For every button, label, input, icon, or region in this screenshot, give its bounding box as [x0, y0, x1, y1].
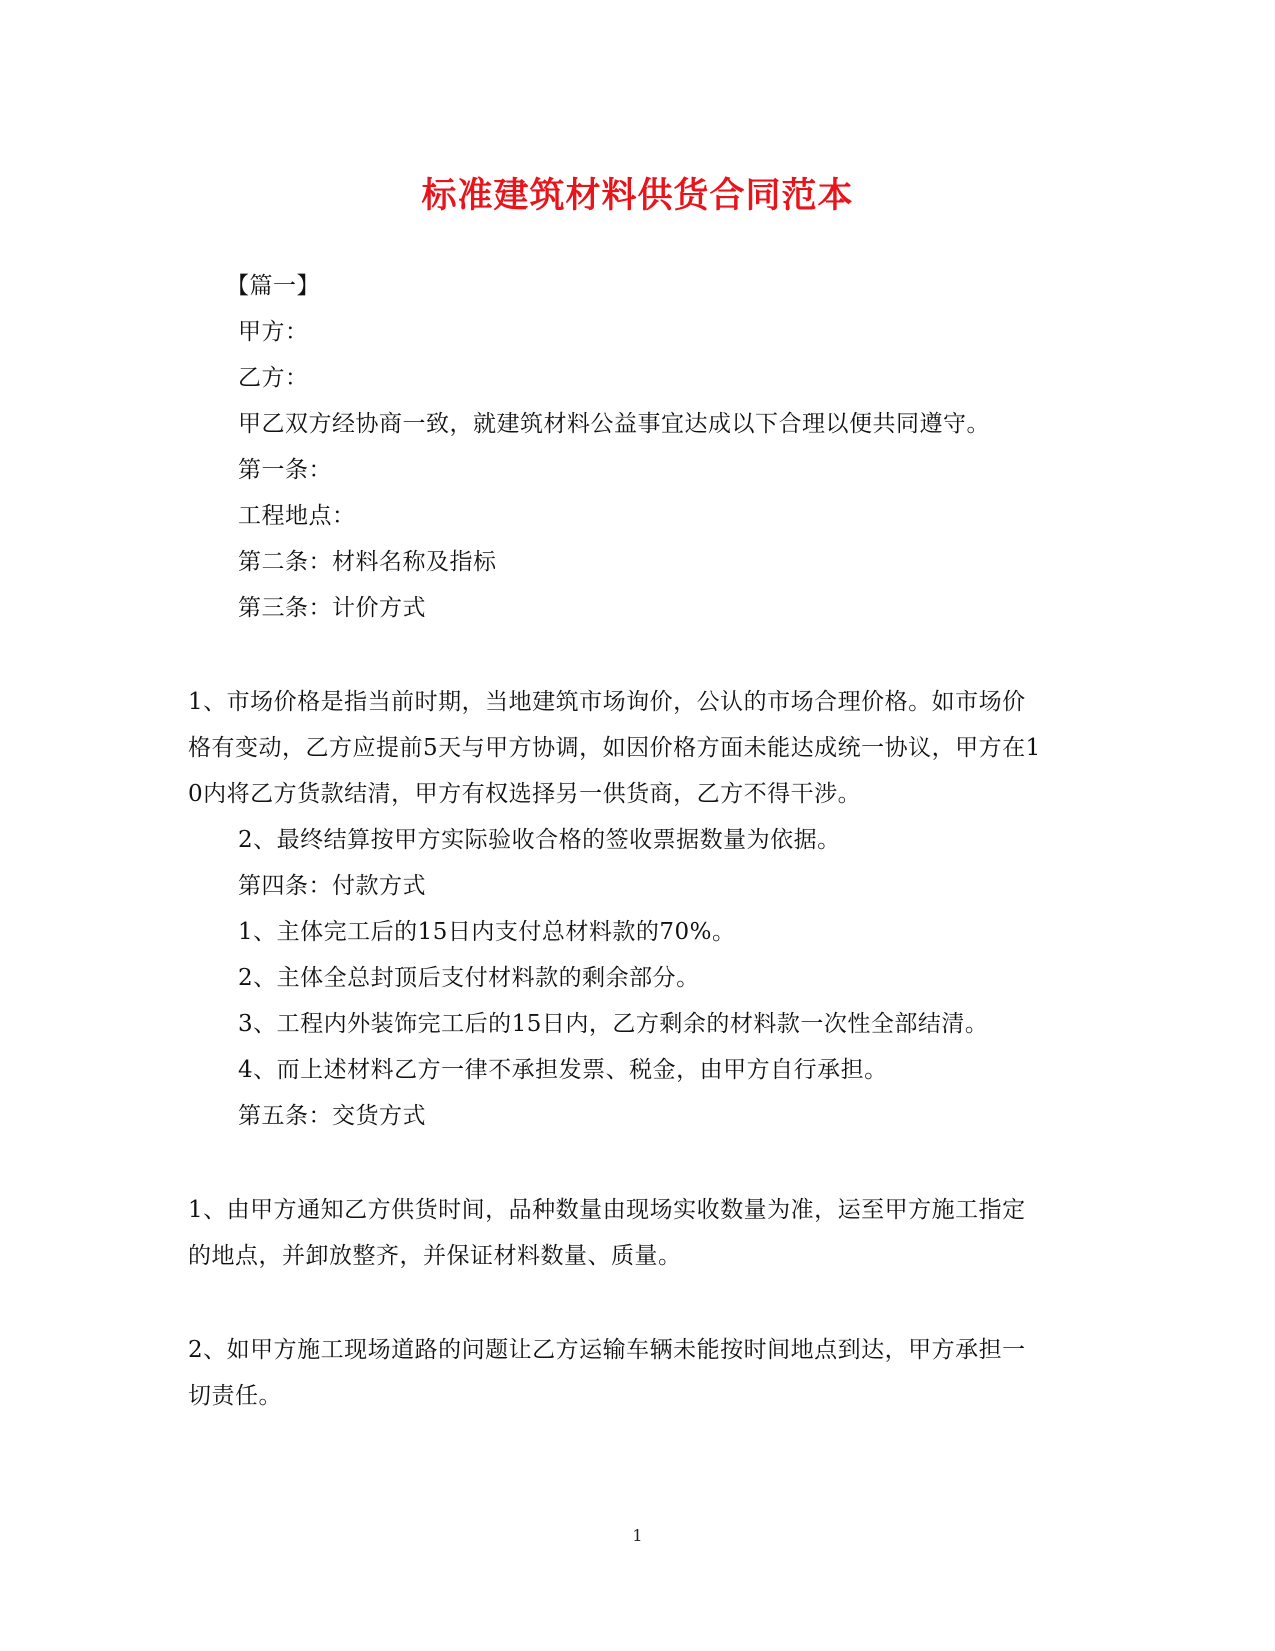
paragraph-line: 切责任。 [188, 1383, 282, 1409]
article-2-heading: 第二条：材料名称及指标 [238, 549, 497, 575]
paragraph-line: 2、主体全总封顶后支付材料款的剩余部分。 [238, 965, 700, 991]
article-5-heading: 第五条：交货方式 [238, 1103, 426, 1129]
paragraph-line: 格有变动，乙方应提前5天与甲方协调，如因价格方面未能达成统一协议，甲方在1 [188, 735, 1041, 761]
project-location-line: 工程地点： [238, 503, 356, 529]
party-a-line: 甲方： [238, 319, 309, 345]
preamble-line: 甲乙双方经协商一致，就建筑材料公益事宜达成以下合理以便共同遵守。 [238, 411, 990, 437]
paragraph-line: 4、而上述材料乙方一律不承担发票、税金，由甲方自行承担。 [238, 1057, 888, 1083]
paragraph-line: 3、工程内外装饰完工后的15日内，乙方剩余的材料款一次性全部结清。 [238, 1011, 989, 1037]
paragraph-line: 1、由甲方通知乙方供货时间，品种数量由现场实收数量为准，运至甲方施工指定 [188, 1197, 1026, 1223]
section-heading: 【篇一】 [226, 273, 320, 299]
article-4-heading: 第四条：付款方式 [238, 873, 426, 899]
paragraph-line: 1、市场价格是指当前时期，当地建筑市场询价，公认的市场合理价格。如市场价 [188, 689, 1026, 715]
party-b-line: 乙方： [238, 365, 309, 391]
paragraph-line: 0内将乙方货款结清，甲方有权选择另一供货商，乙方不得干涉。 [188, 781, 862, 807]
page-number: 1 [632, 1526, 643, 1545]
article-1-heading: 第一条： [238, 457, 332, 483]
paragraph-line: 的地点，并卸放整齐，并保证材料数量、质量。 [188, 1243, 682, 1269]
document-title: 标准建筑材料供货合同范本 [421, 175, 854, 216]
article-3-heading: 第三条：计价方式 [238, 595, 426, 621]
paragraph-line: 2、如甲方施工现场道路的问题让乙方运输车辆未能按时间地点到达，甲方承担一 [188, 1337, 1026, 1363]
paragraph-line: 1、主体完工后的15日内支付总材料款的70%。 [238, 919, 736, 945]
paragraph-line: 2、最终结算按甲方实际验收合格的签收票据数量为依据。 [238, 827, 841, 853]
